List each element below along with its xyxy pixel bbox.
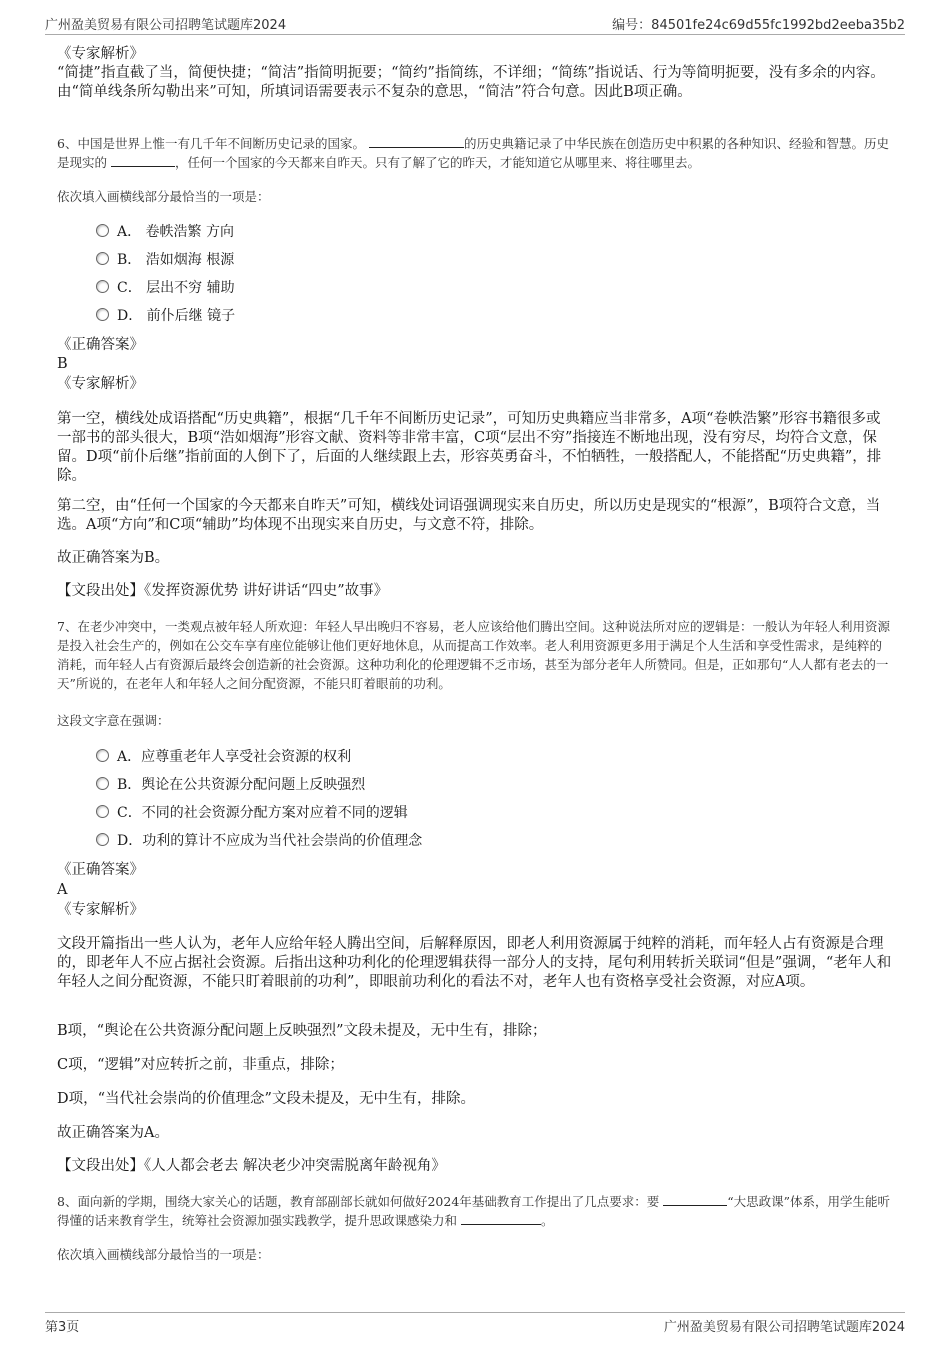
q6-option-d-label: D． 前仆后继 镜子 (117, 308, 236, 324)
q7-analysis-p3: C项，“逻辑”对应转折之前，非重点，排除； (57, 1057, 344, 1073)
q8-stem (57, 1192, 893, 1230)
q6-analysis-p3: 故正确答案为B。 (57, 550, 170, 566)
q6-analysis-p1: 第一空，横线处成语搭配“历史典籍”，根据“几千年不间断历史记录”，可知历史典籍应当非常多，A项“卷帙浩繁”形容书籍很多或一部书的部头很大，B项“浩如烟海”形容文献、资料等非常丰富，C项“层出不穷”指接连不断地出现，没有穷尽，均符合文意，保留。D项“前仆后继”指前面的人倒下了，后面的人继续跟上去，形容英勇奋斗，不怕牺牲，一般搭配人，不能搭配“历史典籍”，排除。 (57, 411, 882, 484)
q7-analysis-p1: 文段开篇指出一些人认为，老年人应给年轻人腾出空间，后解释原因，即老人利用资源属于纯粹的消耗，而年轻人占有资源是合理的，即老年人不应占据社会资源。后指出这种功利化的伦理逻辑获得一部分人的支持，尾句利用转折关联词“但是”强调，“老年人和年轻人之间分配资源，不能只盯着眼前的功利”，即眼前功利化的看法不对，老年人也有资格享受社会资源，对应A项。 (57, 936, 892, 990)
header-doc-id: 编号：84501fe24c69d55fc1992bd2eeba35b2 (612, 18, 905, 33)
q6-analysis-label: 《专家解析》 (57, 376, 144, 392)
footer-page-number: 第3页 (45, 1320, 80, 1335)
page-footer (45, 1312, 905, 1337)
q5-analysis-text: “简捷”指直截了当，简便快捷；“简洁”指简明扼要；“简约”指简练，不详细；“简练”指说话、行为等简明扼要，没有多余的内容。由“简单线条所勾勒出来”可知，所填词语需要表示不复杂的意思，“简洁”符合句意。因此B项正确。 (57, 65, 885, 100)
q7-analysis-p2: B项，“舆论在公共资源分配问题上反映强烈”文段未提及，无中生有，排除； (57, 1023, 547, 1039)
q7-option-c-label: C．不同的社会资源分配方案对应着不同的逻辑 (117, 805, 408, 821)
q8-prompt: 依次填入画横线部分最恰当的一项是： (57, 1247, 270, 1262)
q6-option-d[interactable] (96, 306, 235, 326)
q7-source: 【文段出处】《人人都会老去 解决老少冲突需脱离年龄视角》 (57, 1158, 446, 1174)
q8-stem-part1: 8、面向新的学期，围绕大家关心的话题，教育部副部长就如何做好2024年基础教育工作提出了几点要求：要 (57, 1194, 660, 1209)
q6-stem (57, 134, 893, 172)
q6-blank-1 (369, 135, 464, 148)
radio-icon[interactable] (96, 224, 109, 237)
q6-prompt: 依次填入画横线部分最恰当的一项是： (57, 189, 270, 204)
q6-analysis-p2: 第二空，由“任何一个国家的今天都来自昨天”可知，横线处词语强调现实来自历史，所以历史是现实的“根源”，B项符合文意，当选。A项“方向”和C项“辅助”均体现不出现实来自历史，与文意不符，排除。 (57, 498, 881, 533)
q6-answer-label: 《正确答案》 (57, 337, 144, 353)
q8-stem-part2: “大思政课”体系，用学生能听得懂的话来教育学生，统筹社会资源加强实践教学，提升思政课感染力和 (57, 1194, 891, 1228)
header-doc-title: 广州盈美贸易有限公司招聘笔试题库2024 (45, 18, 287, 33)
radio-icon[interactable] (96, 833, 109, 846)
q8-stem-part3: 。 (541, 1213, 554, 1228)
q6-stem-part3: ，任何一个国家的今天都来自昨天。只有了解了它的昨天，才能知道它从哪里来、将往哪里去。 (175, 155, 701, 170)
q7-prompt: 这段文字意在强调： (57, 713, 170, 728)
q5-analysis-label: 《专家解析》 (57, 46, 144, 62)
q7-option-b[interactable] (96, 775, 365, 795)
q6-option-a[interactable] (96, 222, 234, 242)
q7-option-d-label: D．功利的算计不应成为当代社会崇尚的价值理念 (117, 833, 423, 849)
q7-option-c[interactable] (96, 803, 408, 823)
q7-option-a[interactable] (96, 747, 351, 767)
q8-blank-1 (663, 1193, 727, 1206)
q6-option-c-label: C． 层出不穷 辅助 (117, 280, 235, 296)
q7-stem: 7、在老少冲突中，一类观点被年轻人所欢迎：年轻人早出晚归不容易，老人应该给他们腾出空间。这种说法所对应的逻辑是：一般认为年轻人利用资源是投入社会生产的，例如在公交车享有座位能够让他们更好地休息，从而提高工作效率。老人利用资源更多用于满足个人生活和享受性需求，是纯粹的消耗，而年轻人占有资源后最终会创造新的社会资源。这种功利化的伦理逻辑不乏市场，甚至为部分老年人所赞同。但是，正如那句“人人都有老去的一天”所说的，在老年人和年轻人之间分配资源，不能只盯着眼前的功利。 (57, 619, 890, 691)
q6-source: 【文段出处】《发挥资源优势 讲好讲话“四史”故事》 (57, 583, 389, 599)
radio-icon[interactable] (96, 805, 109, 818)
q7-option-d[interactable] (96, 831, 422, 851)
q6-option-c[interactable] (96, 278, 235, 298)
q6-stem-part1: 6、中国是世界上惟一有几千年不间断历史记录的国家。 (57, 136, 365, 151)
q7-answer-label: 《正确答案》 (57, 862, 144, 878)
q7-option-a-label: A．应尊重老年人享受社会资源的权利 (117, 749, 352, 765)
q7-analysis-p5: 故正确答案为A。 (57, 1125, 169, 1141)
footer-doc-title: 广州盈美贸易有限公司招聘笔试题库2024 (663, 1320, 905, 1335)
q6-option-b-label: B． 浩如烟海 根源 (117, 252, 235, 268)
radio-icon[interactable] (96, 777, 109, 790)
q6-option-b[interactable] (96, 250, 234, 270)
radio-icon[interactable] (96, 308, 109, 321)
q6-option-a-label: A． 卷帙浩繁 方向 (117, 224, 235, 240)
q6-stem-part2: 的历史典籍记录了中华民族在创造历史中积累的各种知识、经验和智慧。历史是现实的 (57, 136, 889, 170)
q6-answer: B (57, 356, 68, 372)
q8-blank-2 (461, 1212, 541, 1225)
radio-icon[interactable] (96, 252, 109, 265)
radio-icon[interactable] (96, 280, 109, 293)
q7-answer: A (57, 882, 68, 898)
q7-analysis-p4: D项，“当代社会崇尚的价值理念”文段未提及，无中生有，排除。 (57, 1091, 475, 1107)
radio-icon[interactable] (96, 749, 109, 762)
q7-analysis-label: 《专家解析》 (57, 902, 144, 918)
q7-option-b-label: B．舆论在公共资源分配问题上反映强烈 (117, 777, 366, 793)
q6-blank-2 (111, 154, 175, 167)
page-header (45, 12, 905, 35)
